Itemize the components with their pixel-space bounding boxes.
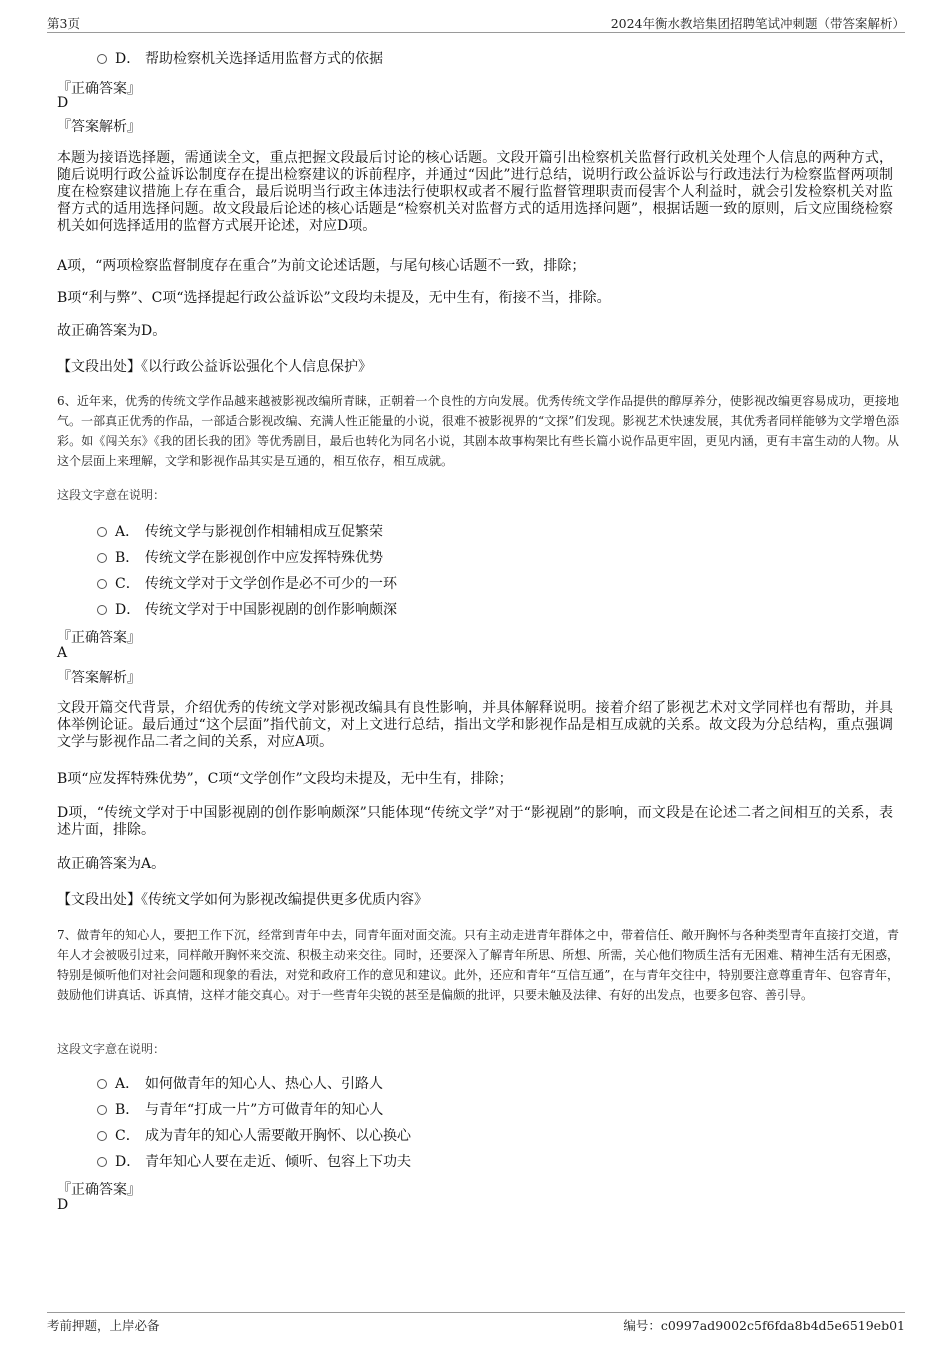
q6-analysis-label: 『答案解析』: [57, 670, 141, 686]
q5-analysis-p2: A项，“两项检察监督制度存在重合”为前文论述话题，与尾句核心话题不一致，排除；: [57, 258, 586, 274]
q5-source: 【文段出处】《以行政公益诉讼强化个人信息保护》: [57, 359, 372, 375]
q6-source: 【文段出处】《传统文学如何为影视改编提供更多优质内容》: [57, 892, 428, 908]
radio-icon[interactable]: [97, 605, 107, 615]
q7-option-d[interactable]: D． 青年知心人要在走近、倾听、包容上下功夫: [97, 1151, 411, 1171]
q7-prompt: 这段文字意在说明：: [57, 1042, 166, 1056]
radio-icon[interactable]: [97, 1079, 107, 1089]
page-footer: [47, 1312, 905, 1335]
footer-code: 编号：c0997ad9002c5f6fda8b4d5e6519eb01: [623, 1318, 905, 1333]
q6-option-d[interactable]: D． 传统文学对于中国影视剧的创作影响颇深: [97, 599, 397, 619]
q6-option-a[interactable]: A． 传统文学与影视创作相辅相成互促繁荣: [97, 521, 383, 541]
q5-answer: D: [57, 95, 69, 111]
q7-option-c[interactable]: C． 成为青年的知心人需要敞开胸怀、以心换心: [97, 1125, 411, 1145]
q7-option-a[interactable]: A． 如何做青年的知心人、热心人、引路人: [97, 1073, 383, 1093]
page-number: 第3页: [47, 16, 80, 31]
q5-answer-label: 『正确答案』: [57, 81, 141, 97]
q5-analysis-p1: 本题为接语选择题，需通读全文，重点把握文段最后讨论的核心话题。文段开篇引出检察机关监督行政机关处理个人信息的两种方式，随后说明行政公益诉讼制度存在提出检察建议的诉前程序，并通过“因此”进行总结，说明行政公益诉讼与行政违法行为检察监督两项制度在检察建议措施上存在重合，最后说明当行政主体违法行使职权或者不履行监督管理职责而侵害个人利益时，就会引发检察机关对监督方式的适用选择问题。故文段最后论述的核心话题是“检察机关对监督方式的适用选择问题”，根据话题一致的原则，后文应围绕检察机关如何选择适用的监督方式展开论述，对应D项。: [57, 150, 893, 234]
q6-text: 6、近年来，优秀的传统文学作品越来越被影视改编所青睐，正朝着一个良性的方向发展。优秀传统文学作品提供的醇厚养分，使影视改编更容易成功，更接地气。一部真正优秀的作品，一部适合影视改编、充满人性正能量的小说，很难不被影视界的“文探”们发现。影视艺术快速发展，其优秀者同样能够为文学增色添彩。如《闯关东》《我的团长我的团》等优秀剧目，最后也转化为同名小说，其剧本故事构架比有些长篇小说作品更牢固，更见内涵，更有丰富生动的人物。从这个层面上来理解，文学和影视作品其实是互通的，相互依存，相互成就。: [57, 394, 899, 468]
radio-icon[interactable]: [97, 553, 107, 563]
radio-icon[interactable]: [97, 1157, 107, 1167]
radio-icon[interactable]: [97, 1105, 107, 1115]
q6-analysis-p4: 故正确答案为A。: [57, 856, 166, 872]
q6-answer: A: [57, 645, 68, 661]
footer-slogan: 考前押题，上岸必备: [47, 1318, 160, 1333]
document-title: 2024年衡水教培集团招聘笔试冲刺题（带答案解析）: [610, 16, 905, 31]
radio-icon[interactable]: [97, 579, 107, 589]
q7-answer-label: 『正确答案』: [57, 1182, 141, 1198]
q6-option-c[interactable]: C． 传统文学对于文学创作是必不可少的一环: [97, 573, 397, 593]
q7-option-b[interactable]: B． 与青年“打成一片”方可做青年的知心人: [97, 1099, 383, 1119]
q6-prompt: 这段文字意在说明：: [57, 488, 166, 502]
radio-icon[interactable]: [97, 54, 107, 64]
q7-text: 7、做青年的知心人，要把工作下沉，经常到青年中去，同青年面对面交流。只有主动走进青年群体之中，带着信任、敞开胸怀与各种类型青年直接打交道，青年人才会被吸引过来，同样敞开胸怀来交流、积极主动来交往。同时，还要深入了解青年所思、所想、所需，关心他们物质生活有无困难、精神生活有无困惑，特别是倾听他们对社会问题和现象的看法，对党和政府工作的意见和建议。此外，还应和青年“互信互通”，在与青年交往中，特别要注意尊重青年、包容青年，鼓励他们讲真话、诉真情，这样才能交真心。对于一些青年尖锐的甚至是偏颇的批评，只要未触及法律、有好的出发点，也要多包容、善引导。: [57, 928, 899, 1002]
radio-icon[interactable]: [97, 527, 107, 537]
q5-analysis-p3: B项“利与弊”、C项“选择提起行政公益诉讼”文段均未提及，无中生有，衔接不当，排除。: [57, 290, 611, 306]
q6-option-b[interactable]: B． 传统文学在影视创作中应发挥特殊优势: [97, 547, 383, 567]
q6-analysis-p2: B项“应发挥特殊优势”，C项“文学创作”文段均未提及，无中生有，排除；: [57, 771, 513, 787]
q6-answer-label: 『正确答案』: [57, 630, 141, 646]
q5-option-d[interactable]: D． 帮助检察机关选择适用监督方式的依据: [97, 48, 383, 68]
q5-analysis-p4: 故正确答案为D。: [57, 323, 167, 339]
q5-analysis-label: 『答案解析』: [57, 119, 141, 135]
q7-answer: D: [57, 1197, 69, 1213]
q6-analysis-p1: 文段开篇交代背景，介绍优秀的传统文学对影视改编具有良性影响，并具体解释说明。接着介绍了影视艺术对文学同样也有帮助，并具体举例论证。最后通过“这个层面”指代前文，对上文进行总结，指出文学和影视作品是相互成就的关系。故文段为分总结构，重点强调文学与影视作品二者之间的关系，对应A项。: [57, 700, 893, 750]
radio-icon[interactable]: [97, 1131, 107, 1141]
page-header: [47, 12, 905, 33]
q6-analysis-p3: D项，“传统文学对于中国影视剧的创作影响颇深”只能体现“传统文学”对于“影视剧”的影响，而文段是在论述二者之间相互的关系，表述片面，排除。: [57, 805, 893, 838]
